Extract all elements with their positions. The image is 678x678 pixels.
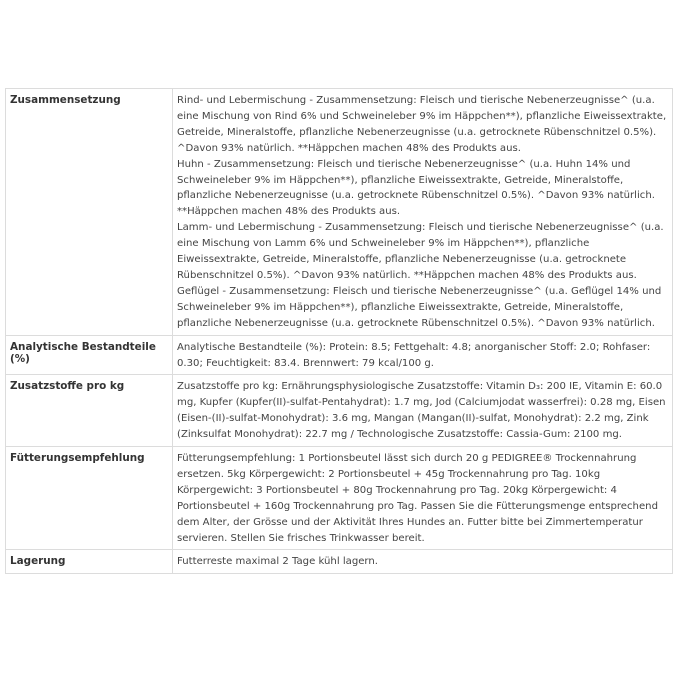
table-row-zusatzstoffe bbox=[6, 375, 673, 447]
row-label: Zusammensetzung bbox=[6, 89, 173, 336]
row-value bbox=[173, 550, 673, 574]
row-value bbox=[173, 375, 673, 447]
composition-lamb: Lamm- und Lebermischung - Zusammensetzung: Fleisch und tierische Nebenerzeugnisse^ (u.a. eine Mischung von Lamm 6% und Schweineleber 9% im Häppchen**), pflanzliche Eiweissextrakte, Getreide, Mineralstoffe, pflanzliche Nebenerzeugnisse (u.a. getrocknete Rübenschnitzel 0.5%). ^Davon 93% natürlich. **Häppchen machen 48% des Produkts aus. bbox=[177, 222, 664, 281]
composition-beef: Rind- und Lebermischung - Zusammensetzung: Fleisch und tierische Nebenerzeugnisse^ (u.a. eine Mischung von Rind 6% und Schweineleber 9% im Häppchen**), pflanzliche Eiweissextrakte, Getreide, Mineralstoffe, pflanzliche Nebenerzeugnisse (u.a. getrocknete Rübenschnitzel 0.5%). ^Davon 93% natürlich. **Häppchen machen 48% des Produkts aus. bbox=[177, 95, 667, 154]
composition-chicken: Huhn - Zusammensetzung: Fleisch und tierische Nebenerzeugnisse^ (u.a. Huhn 14% und Schweineleber 9% im Häppchen**), pflanzliche Eiweissextrakte, Getreide, Mineralstoffe, pflanzliche Nebenerzeugnisse (u.a. getrocknete Rübenschnitzel 0.5%). ^Davon 93% natürlich. **Häppchen machen 48% des Produkts aus. bbox=[177, 158, 655, 218]
row-value bbox=[173, 335, 673, 375]
row-label: Analytische Bestandteile (%) bbox=[6, 335, 173, 375]
table-row-lagerung bbox=[6, 550, 673, 574]
row-label: Fütterungsempfehlung bbox=[6, 447, 173, 550]
row-label: Zusatzstoffe pro kg bbox=[6, 375, 173, 447]
additives-text: Zusatzstoffe pro kg: Ernährungsphysiologische Zusatzstoffe: Vitamin D₃: 200 IE, Vitamin E: 60.0 mg, Kupfer (Kupfer(II)-sulfat-Pentahydrat): 1.7 mg, Jod (Calciumjodat wasserfrei): 0.28 mg, Eisen (Eisen-(II)-sulfat-Monohydrat): 3.6 mg, Mangan (Mangan(II)-sulfat, Monohydrat): 2.2 mg, Zink (Zinksulfat Monohydrat): 22.7 mg / Technologische Zusatzstoffe: Cassia-Gum: 2100 mg. bbox=[177, 381, 666, 441]
table-row-zusammensetzung bbox=[6, 89, 673, 336]
row-label: Lagerung bbox=[6, 550, 173, 574]
analytical-constituents-text: Analytische Bestandteile (%): Protein: 8.5; Fettgehalt: 4.8; anorganischer Stoff: 2.0; Rohfaser: 0.30; Feuchtigkeit: 83.4. Brennwert: 79 kcal/100 g. bbox=[177, 341, 651, 369]
product-info-table bbox=[5, 88, 673, 574]
row-value bbox=[173, 89, 673, 336]
table-row-fuetterungsempfehlung bbox=[6, 447, 673, 550]
storage-text: Futterreste maximal 2 Tage kühl lagern. bbox=[177, 556, 379, 568]
row-value bbox=[173, 447, 673, 550]
feeding-recommendation-text: Fütterungsempfehlung: 1 Portionsbeutel lässt sich durch 20 g PEDIGREE® Trockennahrung ersetzen. 5kg Körpergewicht: 2 Portionsbeutel + 45g Trockennahrung pro Tag. 10kg Körpergewicht: 3 Portionsbeutel + 80g Trockennahrung pro Tag. 20kg Körpergewicht: 4 Portionsbeutel + 160g Trockennahrung pro Tag. Passen Sie die Fütterungsmenge entsprechend dem Alter, der Grösse und der Aktivität Ihres Hundes an. Futter bitte bei Zimmertemperatur servieren. Stellen Sie frisches Trinkwasser bereit. bbox=[177, 453, 658, 544]
table-row-analytische-bestandteile bbox=[6, 335, 673, 375]
composition-poultry: Geflügel - Zusammensetzung: Fleisch und tierische Nebenerzeugnisse^ (u.a. Geflügel 14% und Schweineleber 9% im Häppchen**), pflanzliche Eiweissextrakte, Getreide, Mineralstoffe, pflanzliche Nebenerzeugnisse (u.a. getrocknete Rübenschnitzel 0.5%). ^Davon 93% natürlich. bbox=[177, 285, 662, 329]
